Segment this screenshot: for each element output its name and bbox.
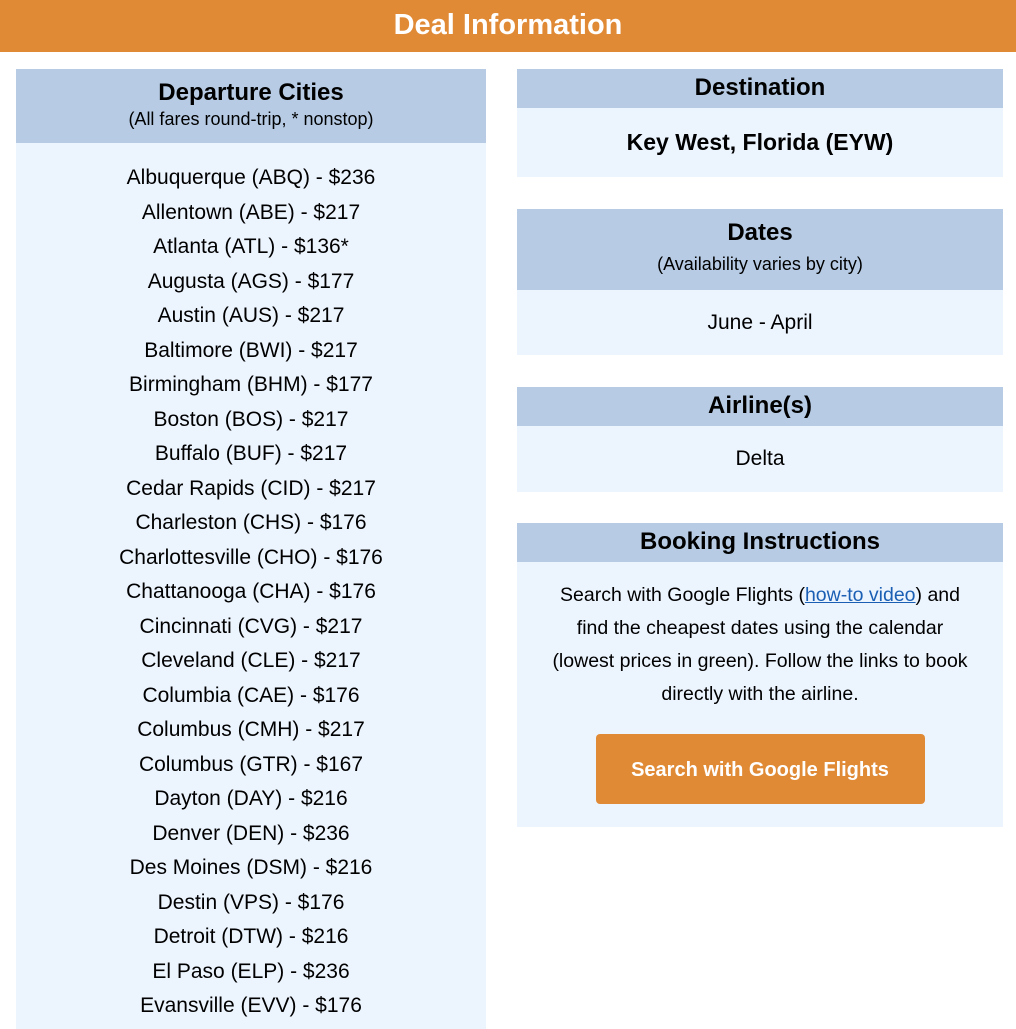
city-fare-item: Allentown (ABE) - $217 <box>141 200 361 224</box>
city-fare-item: Charlottesville (CHO) - $176 <box>119 545 383 569</box>
city-fare-item: Dayton (DAY) - $216 <box>154 787 348 810</box>
city-fare-item: Cedar Rapids (CID) - $217 <box>126 476 376 500</box>
airline-header <box>517 387 1003 426</box>
booking-instructions-text <box>547 579 973 711</box>
destination-header <box>517 69 1003 108</box>
city-fare-item: Destin (VPS) - $176 <box>157 890 345 914</box>
instructions-text-start: Search with Google Flights ( <box>560 584 805 606</box>
booking-instructions-body <box>517 562 1003 804</box>
destination-card <box>517 69 1003 177</box>
city-fare-item: Birmingham (BHM) - $177 <box>129 373 373 396</box>
booking-instructions-title: Booking Instructions <box>640 528 880 555</box>
dates-card <box>517 209 1003 355</box>
city-fare-item: Albuquerque (ABQ) - $236 <box>126 166 376 189</box>
city-fare-item: Chattanooga (CHA) - $176 <box>126 580 376 603</box>
city-fare-item: Augusta (AGS) - $177 <box>147 269 355 293</box>
how-to-video-link[interactable]: how-to video <box>804 584 916 606</box>
departure-cities-subtitle: (All fares round-trip, * nonstop) <box>128 109 374 129</box>
city-fare-item: El Paso (ELP) - $236 <box>152 959 350 983</box>
city-fare-item: Baltimore (BWI) - $217 <box>144 338 358 362</box>
city-fare-item: Charleston (CHS) - $176 <box>135 511 367 534</box>
city-fare-item: Columbia (CAE) - $176 <box>142 683 360 707</box>
city-fare-item: Cleveland (CLE) - $217 <box>141 649 361 672</box>
dates-header <box>517 209 1003 290</box>
destination-title: Destination <box>694 74 826 101</box>
dates-value: June - April <box>707 311 813 334</box>
airline-value: Delta <box>735 447 785 470</box>
city-fare-item: Cincinnati (CVG) - $217 <box>139 614 363 638</box>
city-fare-item: Columbus (GTR) - $167 <box>138 752 364 776</box>
booking-instructions-card <box>517 523 1003 827</box>
deal-information-banner: Deal Information <box>0 0 1016 52</box>
airline-title: Airline(s) <box>707 392 812 419</box>
city-fare-item: Denver (DEN) - $236 <box>152 821 350 845</box>
dates-subtitle: (Availability varies by city) <box>657 254 863 274</box>
city-fare-item: Des Moines (DSM) - $216 <box>129 856 373 879</box>
departure-cities-title: Departure Cities <box>158 79 344 106</box>
departure-cities-panel <box>16 69 486 1029</box>
city-fare-item: Columbus (CMH) - $217 <box>137 718 365 741</box>
city-fare-item: Boston (BOS) - $217 <box>153 407 349 431</box>
departure-cities-header <box>16 69 486 143</box>
city-fare-item: Detroit (DTW) - $216 <box>153 925 349 948</box>
departure-city-list <box>16 143 486 1024</box>
city-fare-item: Buffalo (BUF) - $217 <box>154 442 348 465</box>
city-fare-item: Evansville (EVV) - $176 <box>140 994 362 1017</box>
dates-title: Dates <box>727 219 793 246</box>
search-google-flights-button[interactable]: Search with Google Flights <box>596 734 925 804</box>
booking-instructions-header <box>517 523 1003 562</box>
city-fare-item: Austin (AUS) - $217 <box>157 304 345 327</box>
destination-value: Key West, Florida (EYW) <box>626 129 894 155</box>
airline-card <box>517 387 1003 492</box>
city-fare-item: Atlanta (ATL) - $136* <box>153 235 349 258</box>
instructions-text-end: ) and find the cheapest dates using the calendar (lowest prices in green). Follow the links to book directly with the airline. <box>552 584 968 705</box>
